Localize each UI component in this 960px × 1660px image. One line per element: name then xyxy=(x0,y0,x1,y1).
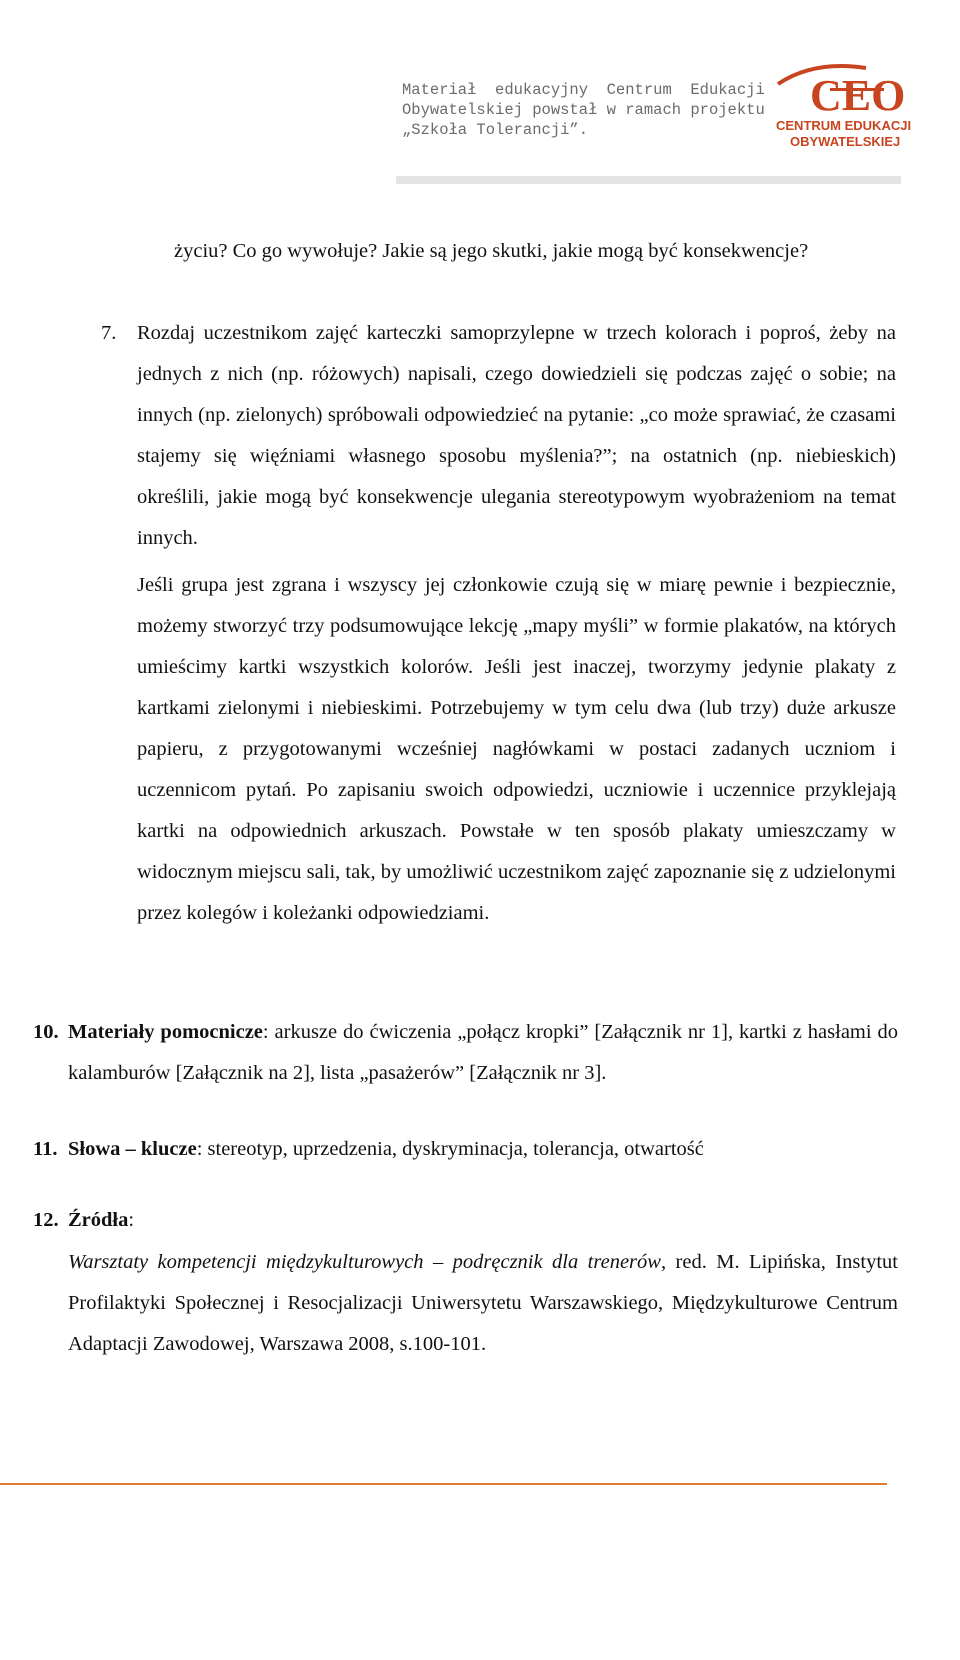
header-line-3: „Szkoła Tolerancji”. xyxy=(402,121,589,139)
section-10-body xyxy=(68,1012,898,1094)
paragraph-continuation: życiu? Co go wywołuje? Jakie są jego skutki, jakie mogą być konsekwencje? xyxy=(174,240,809,262)
footer-divider xyxy=(0,1483,887,1485)
section-12-heading xyxy=(68,1200,898,1241)
section-12-number: 12. xyxy=(33,1209,59,1231)
header-line-1: Materiał edukacyjny Centrum Edukacji xyxy=(402,81,765,99)
section-10-number: 10. xyxy=(33,1021,59,1043)
header-attribution xyxy=(402,80,765,140)
section-11-body xyxy=(68,1129,898,1170)
section-12-source xyxy=(68,1242,898,1365)
source-details: , red. M. Lipińska, Instytut Profilaktyki Społecznej i Resocjalizacji Uniwersytetu Warszawskiego, Międzykulturowe Centrum Adaptacji Zawodowej, Warszawa 2008, s.100-101. xyxy=(68,1251,898,1355)
list-item-7-number: 7. xyxy=(101,322,117,344)
section-10-label: Materiały pomocnicze xyxy=(68,1021,263,1043)
header-divider xyxy=(396,176,901,184)
section-12-label-suffix: : xyxy=(128,1209,135,1231)
list-item-7-followup: Jeśli grupa jest zgrana i wszyscy jej członkowie czują się w miarę pewnie i bezpiecznie, możemy stworzyć trzy podsumowujące lekcję „mapy myśli” w formie plakatów, na których umieścimy kartki wszystkich kolorów. Jeśli jest inaczej, tworzymy jedynie plakaty z kartkami zielonymi i niebieskimi. Potrzebujemy w tym celu dwa (lub trzy) duże arkusze papieru, z przygotowanymi wcześniej nagłówkami w postaci zadanych uczniom i uczennicom pytań. Po zapisaniu swoich odpowiedzi, uczniowie i uczennice przyklejają kartki na odpowiednich arkuszach. Powstałe w ten sposób plakaty umieszczamy w widocznym miejscu sali, tak, by umożliwić uczestnikom zajęć zapoznanie się z udzielonymi przez kolegów i koleżanki odpowiedziami. xyxy=(137,574,896,924)
section-12-label: Źródła xyxy=(68,1209,129,1231)
section-11-label: Słowa – klucze xyxy=(68,1138,197,1160)
list-item-7-text: Rozdaj uczestnikom zajęć karteczki samoprzylepne w trzech kolorach i poproś, żeby na jednych z nich (np. różowych) napisali, czego dowiedzieli się podczas zajęć o sobie; na innych (np. zielonych) spróbowali odpowiedzieć na pytanie: „co może sprawiać, że czasami stajemy się więźniami własnego sposobu myślenia?”; na ostatnich (np. niebieskich) określili, jakie mogą być konsekwencje ulegania stereotypowym wyobrażeniom na temat innych. xyxy=(137,322,896,549)
section-11-number: 11. xyxy=(33,1138,58,1160)
section-10-text: : arkusze do ćwiczenia „połącz kropki” [Załącznik nr 1], kartki z hasłami do kalamburów [Załącznik na 2], lista „pasażerów” [Załącznik nr 3]. xyxy=(68,1021,898,1084)
ceo-logo xyxy=(774,62,924,156)
header-line-2: Obywatelskiej powstał w ramach projektu xyxy=(402,101,765,119)
ceo-logo-graphic xyxy=(774,62,924,156)
section-11-text: : stereotyp, uprzedzenia, dyskryminacja, tolerancja, otwartość xyxy=(196,1138,704,1160)
logo-sub-text-1: CENTRUM EDUKACJI xyxy=(776,118,912,133)
logo-main-text: CEO xyxy=(810,71,906,120)
logo-sub-text-2: OBYWATELSKIEJ xyxy=(790,134,901,149)
source-title: Warsztaty kompetencji międzykulturowych – podręcznik dla trenerów xyxy=(68,1251,661,1273)
